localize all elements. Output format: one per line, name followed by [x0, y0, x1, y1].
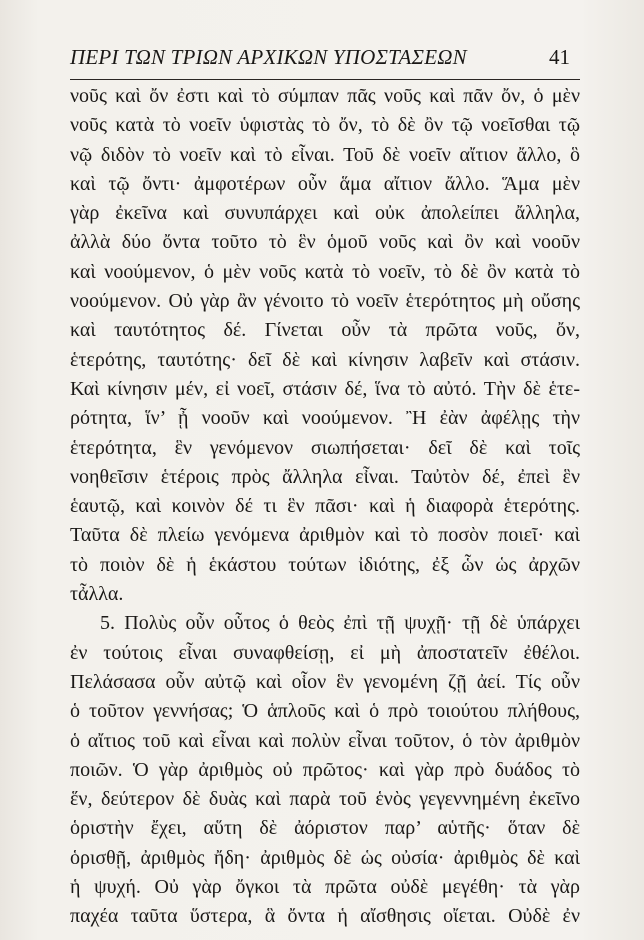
page-header — [70, 45, 580, 75]
text-line: ἐν τούτοις εἶναι συναφθείσῃ, εἰ μὴ ἀποστατεῖν ἐθέλοι. — [70, 641, 580, 664]
paragraph-end-line: τἆλλα. — [70, 583, 124, 606]
text-line: ὁ τοῦτον γεννήσας; Ὁ ἁπλοῦς καὶ ὁ πρὸ τοιούτου πλήθους, — [70, 700, 580, 723]
text-line: γὰρ ἐκεῖνα καὶ συνυπάρχει καὶ οὐκ ἀπολείπει ἄλληλα, — [70, 202, 580, 225]
running-title: ΠΕΡΙ ΤΩΝ ΤΡΙΩΝ ΑΡΧΙΚΩΝ ΥΠΟΣΤΑΣΕΩΝ — [70, 45, 467, 69]
text-line: νοῦς κατὰ τὸ νοεῖν ὑφιστὰς τὸ ὄν, τὸ δὲ ὂν τῷ νοεῖσθαι τῷ — [70, 114, 580, 137]
text-line: νοηθεῖσιν ἑτέροις πρὸς ἄλληλα εἶναι. Ταὐτὸν δέ, ἐπεὶ ἓν — [70, 465, 580, 488]
text-line: ὁριστὴν ἔχει, αὕτη δὲ ἀόριστον παρ’ αὑτῆς· ὅταν δὲ — [70, 817, 580, 840]
text-line: τὸ ποιὸν δὲ ἡ ἑκάστου τούτων ἰδιότης, ἐξ ὧν ὡς ἀρχῶν — [70, 553, 580, 576]
text-line: ρότητα, ἵν’ ᾖ νοοῦν καὶ νοούμενον. Ἢ ἐὰν ἀφέλῃς τὴν — [70, 407, 580, 430]
section-5-first-line: 5. Πολὺς οὖν οὗτος ὁ θεὸς ἐπὶ τῇ ψυχῇ· τῇ δὲ ὑπάρχει — [100, 612, 580, 635]
text-line: καὶ ταυτότητος δέ. Γίνεται οὖν τὰ πρῶτα νοῦς, ὄν, — [70, 319, 580, 342]
text-line: ἕν, δεύτερον δὲ δυὰς καὶ παρὰ τοῦ ἑνὸς γεγεννημένη ἐκεῖνο — [70, 788, 580, 811]
text-line: ἑτερότητα, ἓν γενόμενον σιωπήσεται· δεῖ δὲ καὶ τοῖς — [70, 436, 580, 459]
text-line: Καὶ κίνησιν μέν, εἰ νοεῖ, στάσιν δέ, ἵνα τὸ αὐτό. Τὴν δὲ ἑτε- — [70, 377, 580, 400]
text-line: ἀλλὰ δύο ὄντα τοῦτο τὸ ἓν ὁμοῦ νοῦς καὶ ὂν καὶ νοοῦν — [70, 231, 580, 254]
text-line: ἑαυτῷ, καὶ κοινὸν δέ τι ἓν πᾶσι· καὶ ἡ διαφορὰ ἑτερότης. — [70, 495, 580, 518]
text-line: παχέα ταῦτα ὕστερα, ἃ ὄντα ἡ αἴσθησις οἴεται. Οὐδὲ ἐν — [70, 905, 580, 928]
text-line: ὁρισθῇ, ἀριθμὸς ἤδη· ἀριθμὸς δὲ ὡς οὐσία· ἀριθμὸς δὲ καὶ — [70, 846, 580, 869]
body-text — [70, 82, 580, 932]
text-line: ἡ ψυχή. Οὐ γὰρ ὄγκοι τὰ πρῶτα οὐδὲ μεγέθη· τὰ γὰρ — [70, 876, 580, 899]
text-line: ποιῶν. Ὁ γὰρ ἀριθμὸς οὐ πρῶτος· καὶ γὰρ πρὸ δυάδος τὸ — [70, 758, 580, 781]
text-line: Πελάσασα οὖν αὐτῷ καὶ οἷον ἓν γενομένη ζῇ ἀεί. Τίς οὖν — [70, 670, 580, 693]
text-line: νῷ διδὸν τὸ νοεῖν καὶ τὸ εἶναι. Τοῦ δὲ νοεῖν αἴτιον ἄλλο, ὃ — [70, 143, 580, 166]
header-rule — [70, 79, 580, 80]
text-line: νοῦς καὶ ὄν ἐστι καὶ τὸ σύμπαν πᾶς νοῦς καὶ πᾶν ὄν, ὁ μὲν — [70, 85, 580, 107]
text-line: καὶ τῷ ὄντι· ἀμφοτέρων οὖν ἅμα αἴτιον ἄλλο. Ἅμα μὲν — [70, 172, 580, 195]
text-line: καὶ νοούμενον, ὁ μὲν νοῦς κατὰ τὸ νοεῖν, τὸ δὲ ὂν κατὰ τὸ — [70, 260, 580, 283]
text-line: νοούμενον. Οὐ γὰρ ἂν γένοιτο τὸ νοεῖν ἑτερότητος μὴ οὔσης — [70, 290, 580, 313]
text-line: ἑτερότης, ταυτότης· δεῖ δὲ καὶ κίνησιν λαβεῖν καὶ στάσιν. — [70, 348, 580, 371]
page-number: 41 — [549, 45, 570, 69]
text-line: ὁ αἴτιος τοῦ καὶ εἶναι καὶ πολὺν εἶναι τοῦτον, ὁ τὸν ἀριθμὸν — [70, 729, 580, 752]
text-line: Ταῦτα δὲ πλείω γενόμενα ἀριθμὸν καὶ τὸ ποσὸν ποιεῖ· καὶ — [70, 524, 580, 547]
